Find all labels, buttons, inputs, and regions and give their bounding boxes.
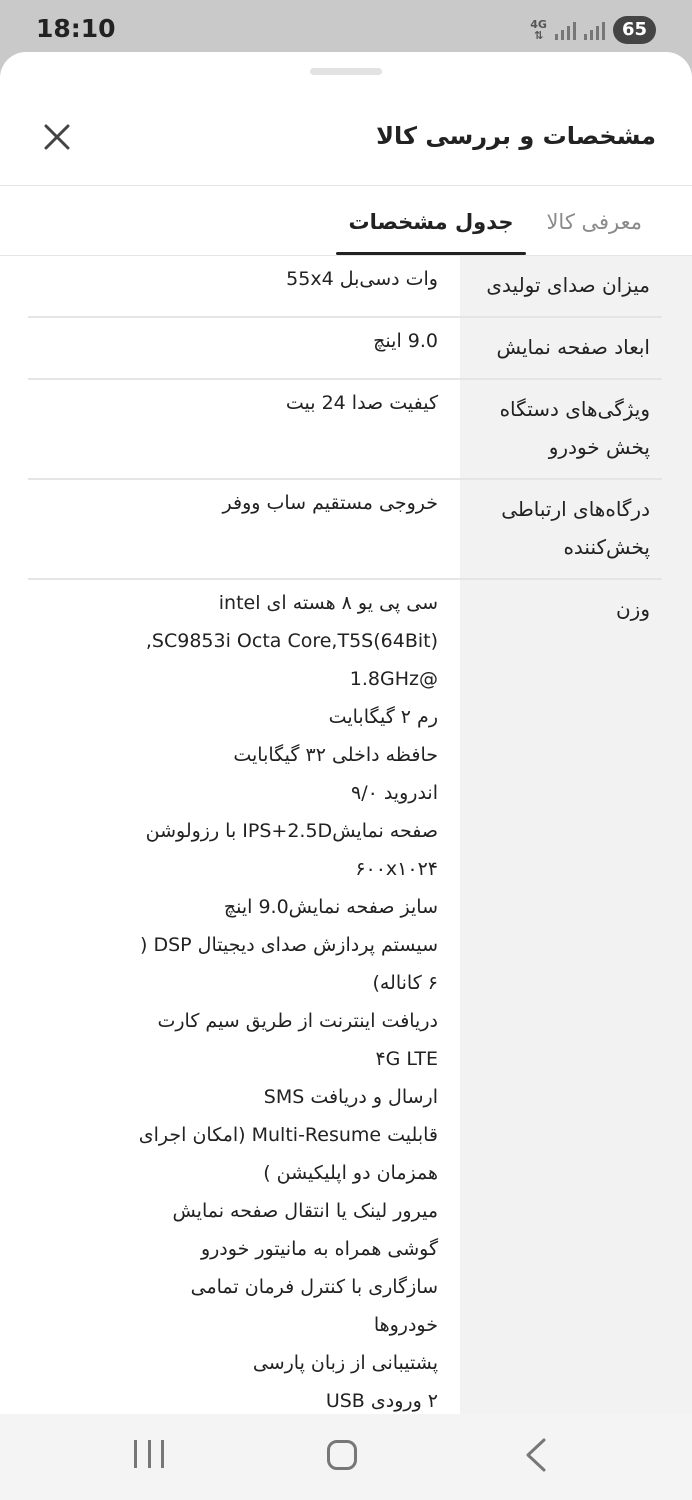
spec-value-line: @1.8GHz [349, 668, 438, 690]
spec-key-line: میزان صدای تولیدی [486, 273, 650, 297]
tab-bar [0, 186, 692, 256]
spec-value-line: رم ۲ گیگابایت [328, 706, 438, 728]
spec-value-line: گوشی همراه به مانیتور خودرو [200, 1238, 438, 1260]
spec-value-line: حافظه داخلی ۳۲ گیگابایت [233, 744, 438, 766]
spec-key-line: ابعاد صفحه نمایش [496, 335, 650, 359]
spec-value-line: اندروید ۹/۰ [350, 782, 438, 804]
close-icon [44, 124, 70, 150]
navigation-bar [0, 1414, 692, 1500]
network-4g-icon: 4G ⇅ [530, 18, 547, 42]
spec-value [28, 256, 460, 318]
spec-value-line: دریافت اینترنت از طریق سیم کارت [157, 1010, 438, 1032]
spec-row [0, 380, 692, 480]
spec-key-line: وزن [615, 597, 650, 621]
spec-value-line: سی پی یو ۸ هسته ای intel [218, 592, 438, 614]
spec-value-line: سازگاری با کنترل فرمان تمامی [190, 1276, 438, 1298]
spec-value-line: پشتیبانی از زبان پارسی [252, 1352, 438, 1374]
spec-value-line: میرور لینک یا انتقال صفحه نمایش [172, 1200, 438, 1222]
spec-value-line: سیستم پردازش صدای دیجیتال DSP ( [140, 934, 438, 956]
spec-key [460, 256, 692, 318]
spec-value [28, 580, 460, 1414]
tab-spec-table[interactable]: جدول مشخصات [348, 210, 514, 234]
spec-key [460, 318, 692, 380]
spec-table [0, 256, 692, 1414]
spec-key [460, 580, 692, 1414]
spec-value-line: ۶۰۰x۱۰۲۴ [355, 858, 438, 880]
spec-key-line: پخش خودرو [548, 435, 650, 459]
spec-key-line: ویژگی‌های دستگاه [499, 397, 650, 421]
bottom-sheet [0, 52, 692, 1414]
close-button[interactable] [36, 116, 78, 158]
spec-value [28, 380, 460, 480]
drag-handle[interactable] [310, 68, 382, 75]
spec-value [28, 318, 460, 380]
recent-apps-button[interactable] [134, 1440, 164, 1468]
status-bar [0, 0, 692, 60]
spec-key-line: پخش‌کننده [563, 535, 650, 559]
sheet-title: مشخصات و بررسی کالا [376, 122, 656, 150]
spec-value-line: ۶ کاناله) [372, 972, 438, 994]
spec-value-line: قابلیت Multi-Resume (امکان اجرای [138, 1124, 438, 1146]
spec-row [0, 318, 692, 380]
tab-product-intro[interactable]: معرفی کالا [546, 210, 642, 234]
spec-value-line: کیفیت صدا 24 بیت [285, 392, 438, 414]
spec-row [0, 256, 692, 318]
back-button[interactable] [524, 1438, 548, 1472]
spec-value-line: خودروها [373, 1314, 438, 1336]
battery-indicator: 65 [613, 16, 656, 44]
spec-value-line: ۲ ورودی USB [325, 1390, 438, 1412]
spec-value-line: وات دسی‌بل 55x4 [286, 268, 438, 290]
status-time: 18:10 [36, 14, 116, 43]
spec-value-line: ارسال و دریافت SMS [263, 1086, 438, 1108]
spec-row [0, 580, 692, 1414]
spec-value [28, 480, 460, 580]
spec-value-line: 9.0 اینچ [373, 330, 438, 352]
spec-key [460, 380, 692, 480]
spec-value-line: ۴G LTE [375, 1048, 438, 1070]
spec-row [0, 480, 692, 580]
spec-key [460, 480, 692, 580]
spec-value-line: همزمان دو اپلیکیشن ) [263, 1162, 438, 1184]
spec-value-line: سایز صفحه نمایش9.0 اینچ [223, 896, 438, 918]
spec-value-line: SC9853i Octa Core,T5S(64Bit), [145, 630, 438, 652]
spec-key-line: درگاه‌های ارتباطی [501, 497, 650, 521]
signal-strength-icon-2 [584, 20, 605, 40]
spec-value-line: صفحه نمایشIPS+2.5D با رزولوشن [145, 820, 438, 842]
signal-strength-icon [555, 20, 576, 40]
home-button[interactable] [327, 1440, 357, 1470]
status-indicators [530, 14, 656, 46]
spec-value-line: خروجی مستقیم ساب ووفر [222, 492, 438, 514]
network-type-label: 4G [530, 18, 547, 31]
